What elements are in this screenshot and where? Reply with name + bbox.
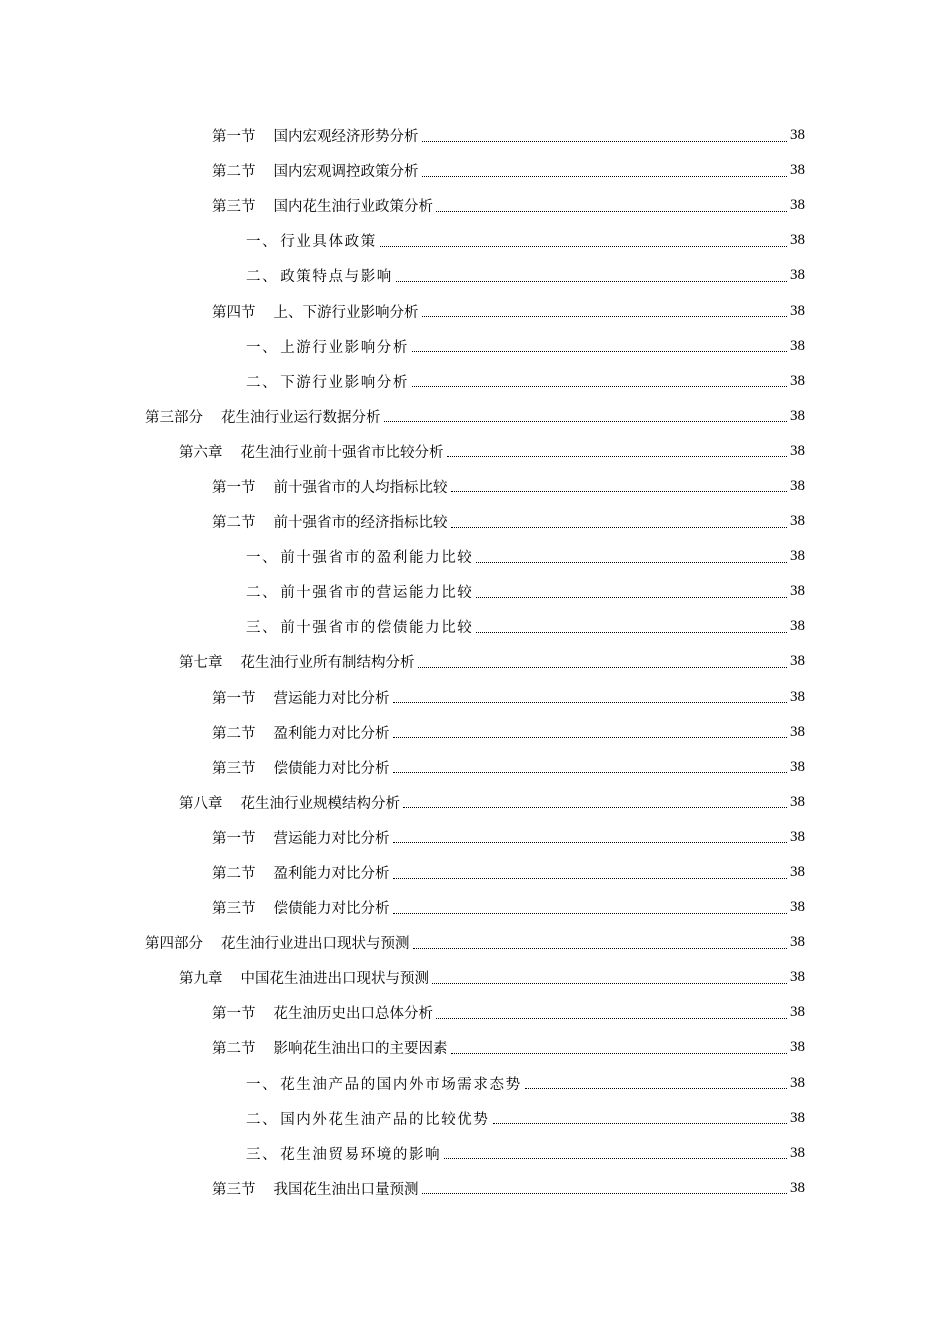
toc-entry[interactable] (0, 434, 950, 469)
toc-entry-title: 上、下游行业影响分析 (273, 304, 419, 321)
toc-entry[interactable] (0, 925, 950, 960)
toc-entry-page-number: 38 (790, 1074, 805, 1091)
toc-entry[interactable] (0, 785, 950, 820)
toc-entry-page-number: 38 (790, 407, 805, 424)
toc-entry-number: 第二节 (212, 515, 256, 532)
toc-entry-title: 营运能力对比分析 (273, 690, 390, 707)
dot-leader (396, 280, 787, 282)
dot-leader (418, 666, 788, 668)
toc-entry-page-number: 38 (790, 337, 805, 354)
toc-entry-title: 花生油行业运行数据分析 (221, 409, 381, 426)
toc-entry-title: 花生油历史出口总体分析 (273, 1006, 433, 1023)
toc-entry-number: 第三节 (212, 760, 256, 777)
toc-entry-page-number: 38 (790, 618, 805, 635)
dot-leader (493, 1122, 787, 1124)
dot-leader (451, 526, 788, 528)
dot-leader (384, 420, 788, 422)
toc-entry-page-number: 38 (790, 793, 805, 810)
toc-entry-number: 第一节 (212, 479, 256, 496)
toc-entry-number: 三、 (246, 1146, 279, 1163)
dot-leader (476, 596, 787, 598)
toc-entry-number: 第一节 (212, 830, 256, 847)
toc-entry-title: 偿债能力对比分析 (273, 760, 390, 777)
dot-leader (412, 385, 787, 387)
toc-entry-page-number: 38 (790, 197, 805, 214)
toc-entry-title: 前十强省市的偿债能力比较 (280, 620, 474, 637)
toc-entry[interactable] (0, 329, 950, 364)
dot-leader (393, 841, 788, 843)
toc-entry-number: 二、 (246, 374, 279, 391)
toc-entry-title: 前十强省市的盈利能力比较 (280, 550, 474, 567)
toc-entry-number: 第三节 (212, 901, 256, 918)
toc-entry-page-number: 38 (790, 127, 805, 144)
toc-entry[interactable] (0, 1171, 950, 1206)
toc-entry-number: 三、 (246, 620, 279, 637)
toc-entry-page-number: 38 (790, 899, 805, 916)
toc-entry-page-number: 38 (790, 583, 805, 600)
table-of-contents (0, 118, 950, 1206)
toc-entry[interactable] (0, 1101, 950, 1136)
toc-entry-page-number: 38 (790, 372, 805, 389)
toc-entry-page-number: 38 (790, 688, 805, 705)
toc-entry-title: 营运能力对比分析 (273, 830, 390, 847)
toc-entry[interactable] (0, 293, 950, 328)
toc-entry-title: 盈利能力对比分析 (273, 866, 390, 883)
toc-entry[interactable] (0, 995, 950, 1030)
toc-entry-number: 二、 (246, 269, 279, 286)
dot-leader (436, 1017, 787, 1019)
toc-entry-number: 第一节 (212, 690, 256, 707)
toc-entry[interactable] (0, 574, 950, 609)
toc-entry[interactable] (0, 750, 950, 785)
toc-entry-title: 行业具体政策 (280, 234, 377, 251)
toc-entry-page-number: 38 (790, 442, 805, 459)
dot-leader (393, 736, 788, 738)
toc-entry-page-number: 38 (790, 653, 805, 670)
toc-entry-title: 国内花生油行业政策分析 (273, 199, 433, 216)
dot-leader (413, 947, 788, 949)
dot-leader (412, 350, 787, 352)
toc-entry-number: 一、 (246, 550, 279, 567)
toc-entry-title: 偿债能力对比分析 (273, 901, 390, 918)
toc-entry[interactable] (0, 1136, 950, 1171)
toc-entry[interactable] (0, 539, 950, 574)
toc-entry-title: 国内宏观经济形势分析 (273, 129, 419, 146)
toc-entry-title: 我国花生油出口量预测 (273, 1181, 419, 1198)
toc-entry[interactable] (0, 504, 950, 539)
toc-entry-title: 下游行业影响分析 (280, 374, 410, 391)
toc-entry-number: 第四部分 (145, 936, 203, 953)
toc-entry-number: 第三部分 (145, 409, 203, 426)
toc-entry[interactable] (0, 715, 950, 750)
toc-entry[interactable] (0, 1030, 950, 1065)
toc-entry-title: 影响花生油出口的主要因素 (273, 1041, 448, 1058)
dot-leader (436, 210, 787, 212)
toc-entry[interactable] (0, 153, 950, 188)
dot-leader (525, 1087, 787, 1089)
toc-entry[interactable] (0, 223, 950, 258)
toc-entry[interactable] (0, 609, 950, 644)
toc-entry-page-number: 38 (790, 934, 805, 951)
toc-entry[interactable] (0, 364, 950, 399)
toc-entry[interactable] (0, 680, 950, 715)
toc-entry-number: 一、 (246, 234, 279, 251)
dot-leader (476, 561, 787, 563)
toc-entry-title: 花生油行业前十强省市比较分析 (240, 444, 444, 461)
toc-entry-page-number: 38 (790, 513, 805, 530)
dot-leader (393, 877, 788, 879)
toc-entry-title: 花生油行业进出口现状与预测 (221, 936, 410, 953)
toc-entry-page-number: 38 (790, 1039, 805, 1056)
toc-entry-title: 盈利能力对比分析 (273, 725, 390, 742)
toc-entry-number: 一、 (246, 339, 279, 356)
dot-leader (422, 175, 788, 177)
toc-entry[interactable] (0, 960, 950, 995)
toc-entry-title: 花生油行业所有制结构分析 (240, 655, 415, 672)
dot-leader (432, 982, 787, 984)
toc-entry[interactable] (0, 399, 950, 434)
toc-entry[interactable] (0, 258, 950, 293)
toc-entry-page-number: 38 (790, 548, 805, 565)
toc-entry-page-number: 38 (790, 1004, 805, 1021)
toc-entry-title: 国内外花生油产品的比较优势 (280, 1111, 490, 1128)
toc-entry-number: 一、 (246, 1076, 279, 1093)
dot-leader (422, 140, 788, 142)
toc-entry-page-number: 38 (790, 969, 805, 986)
toc-entry-page-number: 38 (790, 267, 805, 284)
toc-entry-page-number: 38 (790, 162, 805, 179)
toc-entry-page-number: 38 (790, 302, 805, 319)
toc-entry-title: 政策特点与影响 (280, 269, 393, 286)
toc-entry-page-number: 38 (790, 723, 805, 740)
toc-entry[interactable] (0, 855, 950, 890)
toc-entry-page-number: 38 (790, 864, 805, 881)
toc-entry-number: 第一节 (212, 129, 256, 146)
toc-entry-number: 第八章 (179, 795, 223, 812)
toc-entry-title: 前十强省市的营运能力比较 (280, 585, 474, 602)
toc-entry-title: 上游行业影响分析 (280, 339, 410, 356)
toc-entry-number: 第九章 (179, 971, 223, 988)
toc-entry-page-number: 38 (790, 1109, 805, 1126)
dot-leader (476, 631, 787, 633)
toc-entry-title: 前十强省市的人均指标比较 (273, 479, 448, 496)
toc-entry-number: 第二节 (212, 1041, 256, 1058)
toc-entry[interactable] (0, 644, 950, 679)
dot-leader (393, 771, 788, 773)
toc-entry-number: 二、 (246, 585, 279, 602)
toc-entry[interactable] (0, 820, 950, 855)
toc-entry-number: 第七章 (179, 655, 223, 672)
toc-entry-title: 国内宏观调控政策分析 (273, 164, 419, 181)
dot-leader (444, 1157, 787, 1159)
toc-entry-number: 二、 (246, 1111, 279, 1128)
toc-entry-page-number: 38 (790, 232, 805, 249)
dot-leader (422, 1192, 788, 1194)
toc-entry[interactable] (0, 188, 950, 223)
toc-entry-number: 第二节 (212, 164, 256, 181)
toc-entry-number: 第一节 (212, 1006, 256, 1023)
dot-leader (393, 701, 788, 703)
toc-entry[interactable] (0, 1066, 950, 1101)
toc-entry-title: 前十强省市的经济指标比较 (273, 515, 448, 532)
dot-leader (380, 245, 787, 247)
dot-leader (451, 1052, 788, 1054)
toc-entry-title: 花生油贸易环境的影响 (280, 1146, 442, 1163)
dot-leader (451, 490, 788, 492)
toc-entry-number: 第二节 (212, 866, 256, 883)
toc-entry-title: 花生油行业规模结构分析 (240, 795, 400, 812)
toc-entry-page-number: 38 (790, 828, 805, 845)
toc-entry-number: 第三节 (212, 199, 256, 216)
toc-entry-page-number: 38 (790, 477, 805, 494)
dot-leader (393, 912, 788, 914)
toc-entry-number: 第六章 (179, 444, 223, 461)
dot-leader (447, 455, 788, 457)
toc-entry-number: 第四节 (212, 304, 256, 321)
dot-leader (403, 806, 787, 808)
toc-entry-page-number: 38 (790, 1144, 805, 1161)
toc-entry-title: 中国花生油进出口现状与预测 (240, 971, 429, 988)
dot-leader (422, 315, 788, 317)
toc-entry-number: 第三节 (212, 1181, 256, 1198)
toc-entry[interactable] (0, 890, 950, 925)
toc-entry-title: 花生油产品的国内外市场需求态势 (280, 1076, 522, 1093)
toc-entry-page-number: 38 (790, 1179, 805, 1196)
toc-entry-page-number: 38 (790, 758, 805, 775)
toc-entry-number: 第二节 (212, 725, 256, 742)
toc-entry[interactable] (0, 118, 950, 153)
toc-entry[interactable] (0, 469, 950, 504)
